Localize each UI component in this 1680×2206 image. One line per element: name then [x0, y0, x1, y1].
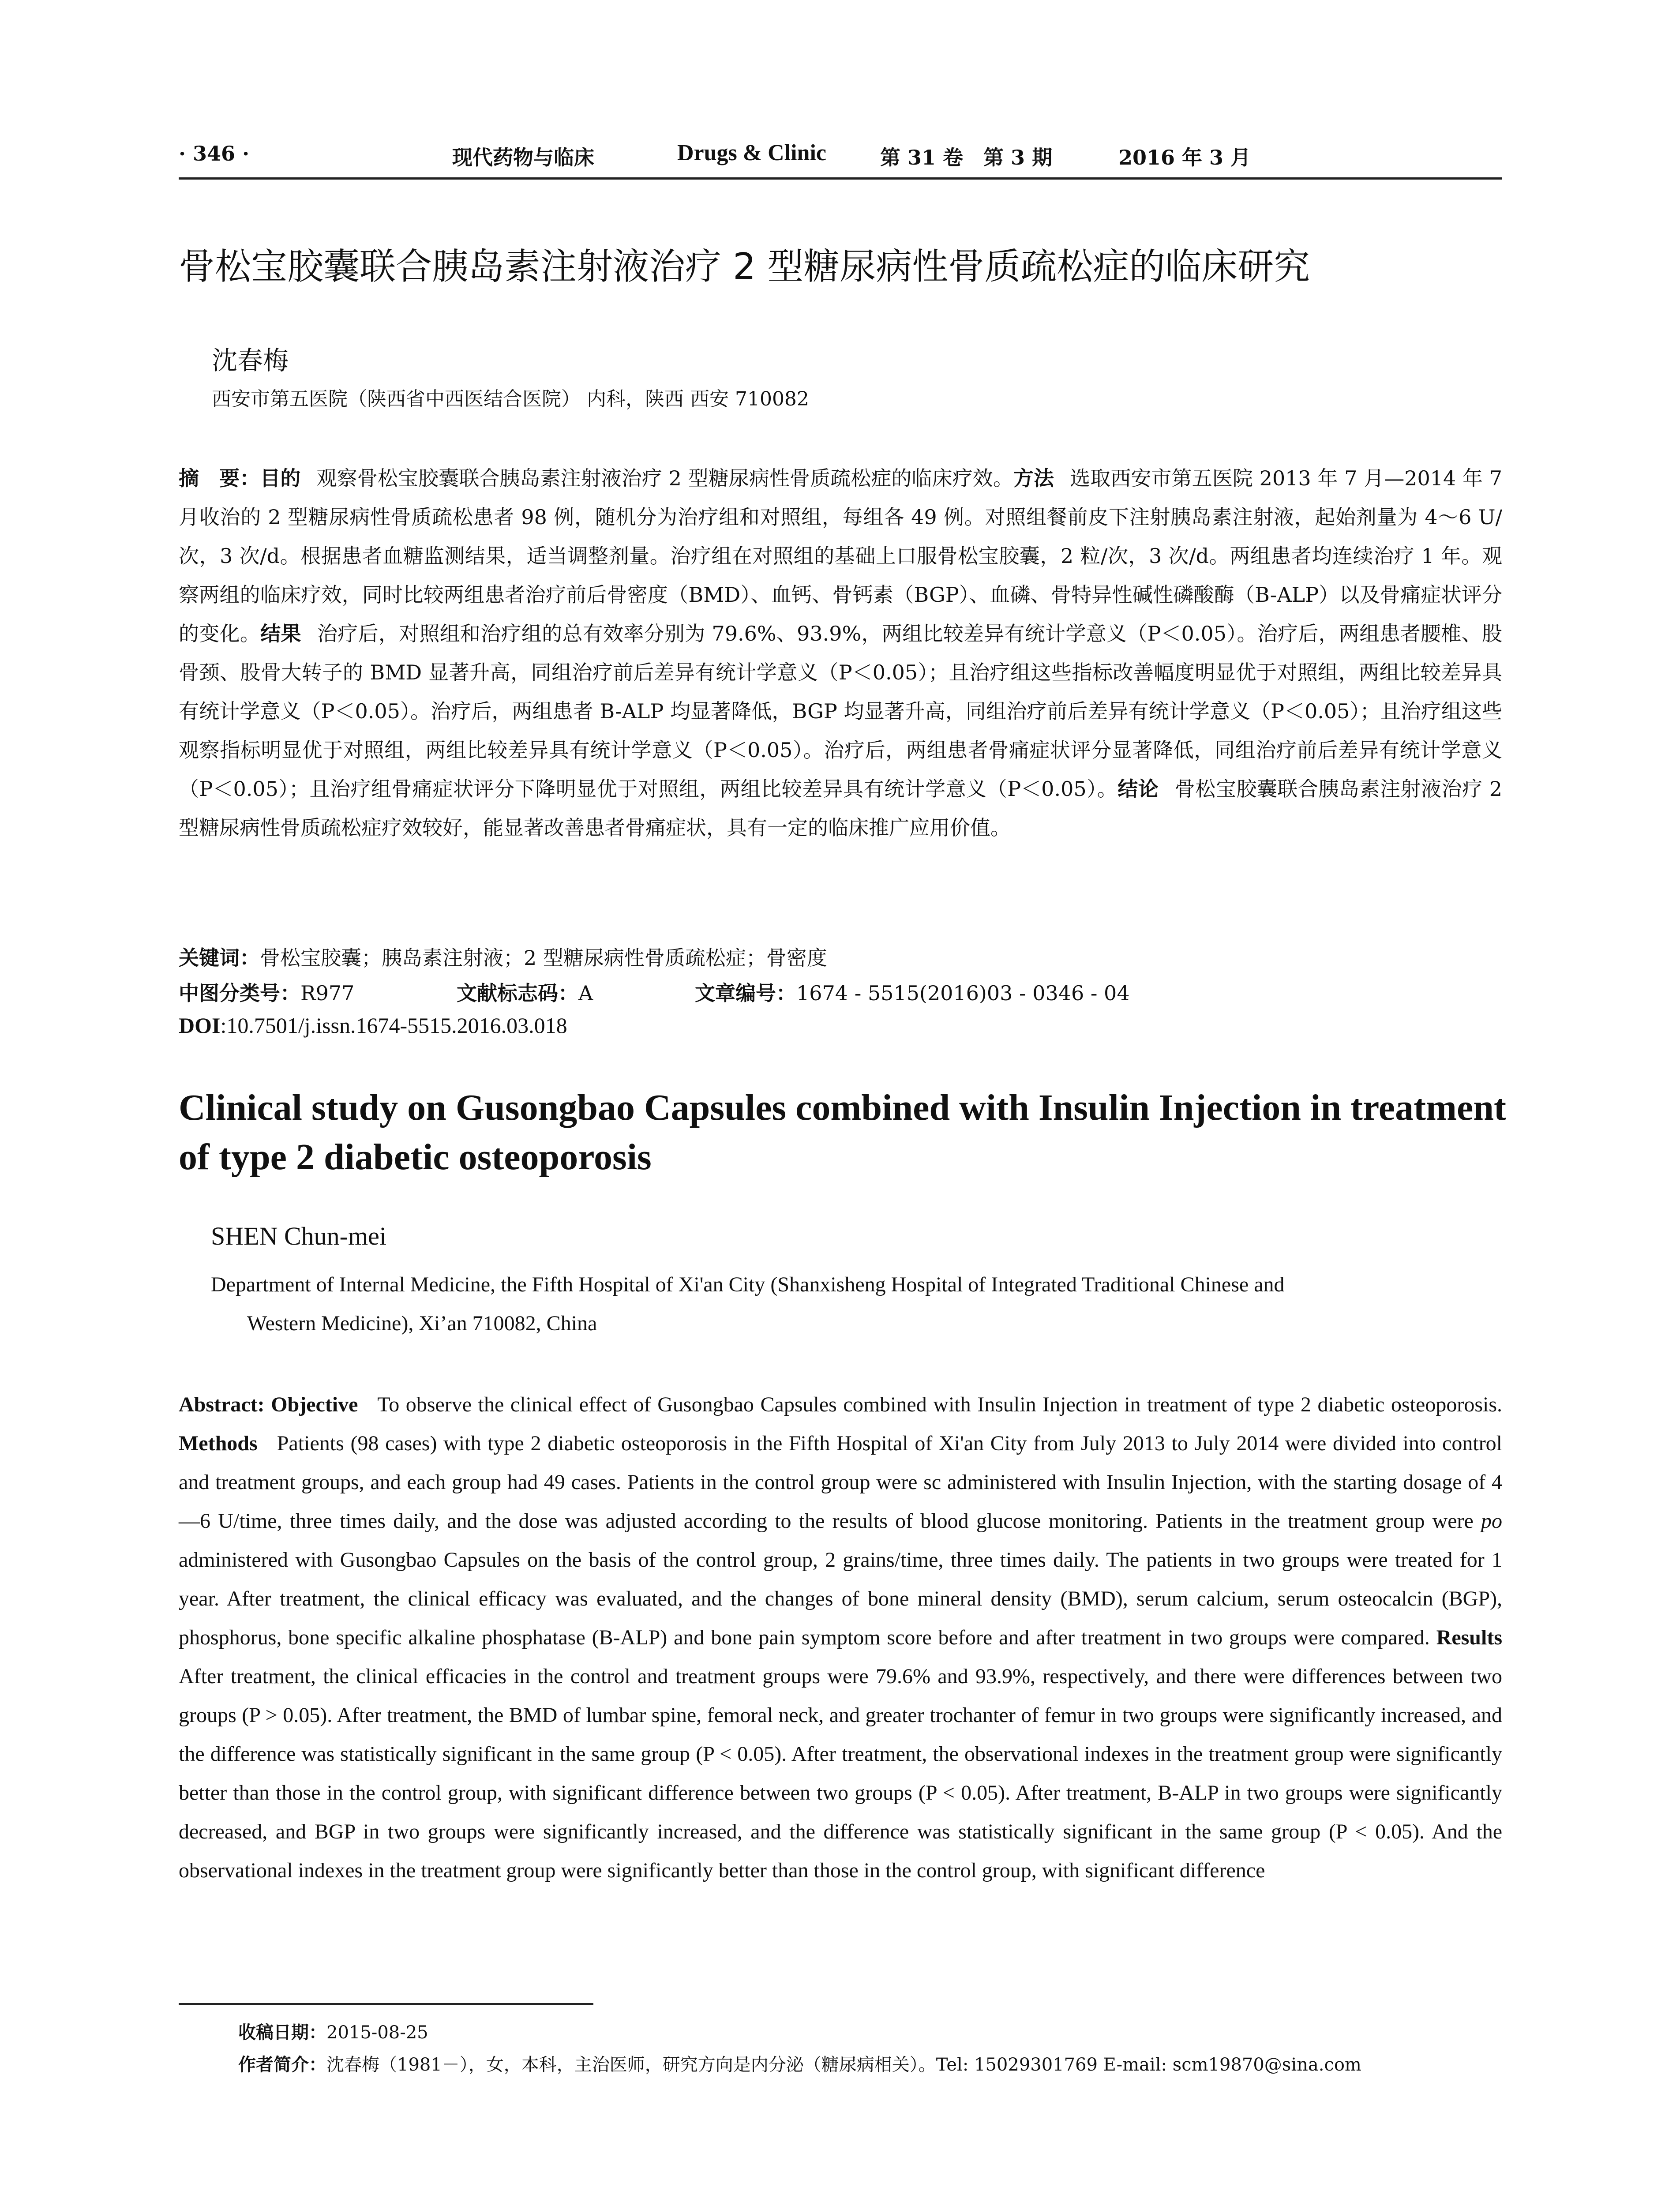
footnote-received	[238, 2018, 428, 2044]
results-text-cn: 治疗后，对照组和治疗组的总有效率分别为 79.6%、93.9%，两组比较差异有统计学意义（P＜0.05）。治疗后，两组患者腰椎、股骨颈、股骨大转子的 BMD 显著升高，同组治疗前后差异有统计学意义（P＜0.05）；且治疗组这些指标改善幅度明显优于对照组，两组比较差异具有统计学意义（P＜0.05）。治疗后，两组患者 B-ALP 均显著降低，BGP 均显著升高，同组治疗前后差异有统计学意义（P＜0.05）；且治疗组这些观察指标明显优于对照组，两组比较差异具有统计学意义（P＜0.05）。治疗后，两组患者骨痛症状评分显著降低，同组治疗前后差异有统计学意义（P＜0.05）；且治疗组骨痛症状评分下降明显优于对照组，两组比较差异具有统计学意义（P＜0.05）。	[179, 622, 1502, 801]
keywords-label-cn: 关键词：	[179, 946, 260, 970]
affiliation-en-line1: Department of Internal Medicine, the Fifth Hospital of Xi'an City (Shanxisheng Hospital of Integrated Traditional Chinese and	[211, 1273, 1285, 1296]
abstract-en	[179, 1385, 1502, 1890]
methods-label-cn: 方法	[1013, 466, 1054, 490]
methods-label-en: Methods	[179, 1432, 258, 1455]
doc-code-value: A	[578, 981, 593, 1005]
article-title-en: Clinical study on Gusongbao Capsules combined with Insulin Injection in treatment of type 2 diabetic osteoporosis	[179, 1087, 1506, 1178]
clc-value: R977	[300, 981, 355, 1005]
keywords-text-cn: 骨松宝胶囊；胰岛素注射液；2 型糖尿病性骨质疏松症；骨密度	[260, 946, 827, 970]
objective-text-cn: 观察骨松宝胶囊联合胰岛素注射液治疗 2 型糖尿病性骨质疏松症的临床疗效。	[316, 466, 1013, 490]
author-en: SHEN Chun-mei	[211, 1222, 386, 1250]
abstract-label-en: Abstract: Objective	[179, 1393, 358, 1416]
bio-text: 沈春梅（1981－），女，本科，主治医师，研究方向是内分泌（糖尿病相关）。Tel: 15029301769 E-mail: scm19870@sina.com	[326, 2055, 1361, 2075]
methods-text-cn: 选取西安市第五医院 2013 年 7 月—2014 年 7 月收治的 2 型糖尿病性骨质疏松患者 98 例，随机分为治疗组和对照组，每组各 49 例。对照组餐前皮下注射胰岛素注射液，起始剂量为 4～6 U/次，3 次/d。根据患者血糖监测结果，适当调整剂量。治疗组在对照组的基础上口服骨松宝胶囊，2 粒/次，3 次/d。两组患者均连续治疗 1 年。观察两组的临床疗效，同时比较两组患者治疗前后骨密度（BMD）、血钙、骨钙素（BGP）、血磷、骨特异性碱性磷酸酶（B-ALP）以及骨痛症状评分的变化。	[179, 466, 1503, 645]
conclusion-label-cn: 结论	[1118, 777, 1159, 801]
abstract-label-cn: 摘 要：	[179, 466, 260, 490]
page-number: · 346 ·	[179, 142, 250, 165]
classification-line	[179, 977, 1502, 1004]
doi-line	[179, 1013, 567, 1038]
results-label-en: Results	[1436, 1626, 1502, 1649]
affiliation-cn: 西安市第五医院（陕西省中西医结合医院） 内科，陕西 西安 710082	[212, 388, 809, 410]
issue-date: 2016 年 3 月	[1118, 146, 1251, 169]
objective-label-cn: 目的	[260, 466, 301, 490]
clc-label: 中图分类号：	[179, 981, 300, 1005]
doi-value: :10.7501/j.issn.1674-5515.2016.03.018	[220, 1013, 567, 1038]
volume-issue: 第 31 卷 第 3 期	[880, 146, 1053, 169]
affiliation-en-line2: Western Medicine), Xi’an 710082, China	[247, 1312, 597, 1335]
footnote-divider	[179, 2003, 593, 2005]
received-label: 收稿日期：	[238, 2022, 326, 2043]
objective-text-en: To observe the clinical effect of Gusongbao Capsules combined with Insulin Injection in treatment of type 2 diabetic osteoporosis.	[377, 1393, 1503, 1416]
affiliation-en	[211, 1265, 1504, 1343]
methods-po-en: po	[1481, 1509, 1503, 1533]
results-label-cn: 结果	[260, 622, 301, 645]
methods-text-en-2: administered with Gusongbao Capsules on the basis of the control group, 2 grains/time, three times daily. The patients in two groups were treated for 1 year. After treatment, the clinical efficacy was evaluated, and the changes of bone mineral density (BMD), serum calcium, serum osteocalcin (BGP), phosphorus, bone specific alkaline phosphatase (B-ALP) and bone pain symptom score before and after treatment in two groups were compared.	[179, 1548, 1502, 1649]
doc-code-label: 文献标志码：	[457, 981, 578, 1005]
abstract-cn	[179, 459, 1502, 847]
conclusion-text-cn: 骨松宝胶囊联合胰岛素注射液治疗 2 型糖尿病性骨质疏松症疗效较好，能显著改善患者骨痛症状，具有一定的临床推广应用价值。	[179, 777, 1503, 840]
doi-label: DOI	[179, 1013, 221, 1038]
bio-label: 作者简介：	[238, 2055, 326, 2075]
keywords-cn	[179, 942, 827, 971]
footnote-author-bio	[238, 2051, 1361, 2076]
journal-name-en: Drugs & Clinic	[677, 140, 826, 165]
header-divider	[179, 177, 1502, 180]
article-title-cn: 骨松宝胶囊联合胰岛素注射液治疗 2 型糖尿病性骨质疏松症的临床研究	[179, 246, 1310, 288]
running-header	[179, 139, 1502, 174]
author-cn: 沈春梅	[212, 345, 289, 375]
received-date: 2015-08-25	[326, 2022, 428, 2043]
article-no-label: 文章编号：	[695, 981, 796, 1005]
results-text-en: After treatment, the clinical efficacies in the control and treatment groups were 79.6% and 93.9%, respectively, and there were differences between two groups (P > 0.05). After treatment, the BMD of lumbar spine, femoral neck, and greater trochanter of femur in two groups were significantly increased, and the difference was statistically significant in the same group (P < 0.05). After treatment, the observational indexes in the treatment group were significantly better than those in the control group, with significant difference between two groups (P < 0.05). After treatment, B-ALP in two groups were significantly decreased, and BGP in two groups were significantly increased, and the difference was statistically significant in the same group (P < 0.05). And the observational indexes in the treatment group were significantly better than those in the control group, with significant difference	[179, 1665, 1502, 1882]
methods-text-en-1: Patients (98 cases) with type 2 diabetic osteoporosis in the Fifth Hospital of Xi'an City from July 2013 to July 2014 were divided into control and treatment groups, and each group had 49 cases. Patients in the control group were sc administered with Insulin Injection, with the starting dosage of 4—6 U/time, three times daily, and the dose was adjusted according to the results of blood glucose monitoring. Patients in the treatment group were	[179, 1432, 1503, 1533]
article-no-value: 1674 - 5515(2016)03 - 0346 - 04	[796, 981, 1130, 1005]
journal-name-cn: 现代药物与临床	[452, 146, 594, 169]
